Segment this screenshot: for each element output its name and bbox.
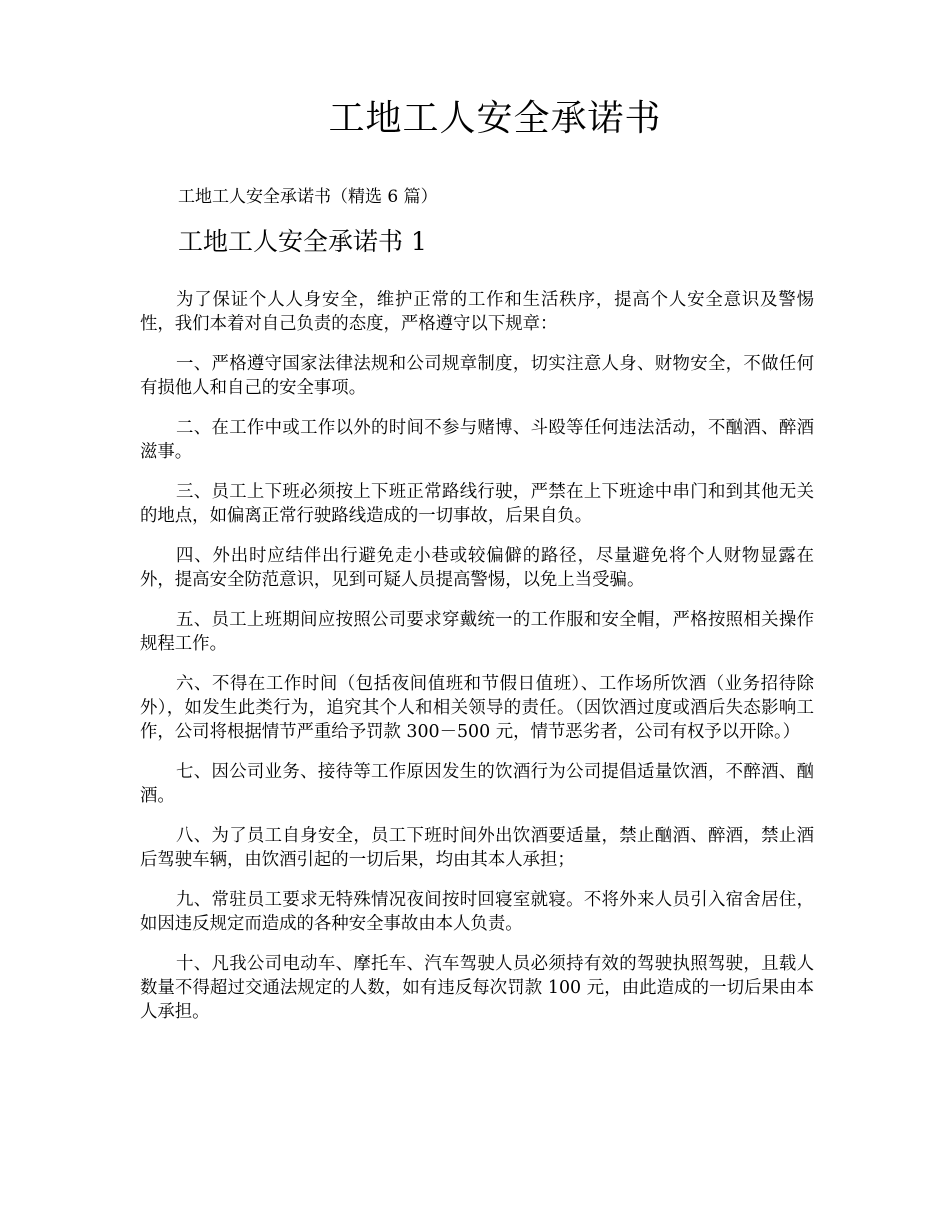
intro-paragraph: 为了保证个人人身安全，维护正常的工作和生活秩序，提高个人安全意识及警惕性，我们本着对自己负责的态度，严格遵守以下规章： [140,290,814,334]
document-subtitle: 工地工人安全承诺书（精选 6 篇） [178,187,438,207]
rule-paragraph-10: 十、凡我公司电动车、摩托车、汽车驾驶人员必须持有效的驾驶执照驾驶，且载人数量不得超过交通法规定的人数，如有违反每次罚款 100 元，由此造成的一切后果由本人承担。 [140,954,814,1022]
rule-paragraph-2: 二、在工作中或工作以外的时间不参与赌博、斗殴等任何违法活动，不酗酒、醉酒滋事。 [140,418,814,462]
rule-paragraph-3: 三、员工上下班必须按上下班正常路线行驶，严禁在上下班途中串门和到其他无关的地点，如偏离正常行驶路线造成的一切事故，后果自负。 [140,482,814,526]
rule-paragraph-7: 七、因公司业务、接待等工作原因发生的饮酒行为公司提倡适量饮酒，不醉酒、酗酒。 [140,762,814,806]
document-title: 工地工人安全承诺书 [328,98,662,139]
rule-paragraph-8: 八、为了员工自身安全，员工下班时间外出饮酒要适量，禁止酗酒、醉酒，禁止酒后驾驶车辆，由饮酒引起的一切后果，均由其本人承担； [140,826,814,870]
body-text [140,288,814,1040]
rule-paragraph-9: 九、常驻员工要求无特殊情况夜间按时回寝室就寝。不将外来人员引入宿舍居住，如因违反规定而造成的各种安全事故由本人负责。 [140,890,814,934]
rule-paragraph-6: 六、不得在工作时间（包括夜间值班和节假日值班）、工作场所饮酒（业务招待除外），如发生此类行为，追究其个人和相关领导的责任。（因饮酒过度或酒后失态影响工作，公司将根据情节严重给予罚款 300－500 元，情节恶劣者，公司有权予以开除。） [140,674,814,742]
rule-paragraph-1: 一、严格遵守国家法律法规和公司规章制度，切实注意人身、财物安全，不做任何有损他人和自己的安全事项。 [140,354,814,398]
rule-paragraph-4: 四、外出时应结伴出行避免走小巷或较偏僻的路径，尽量避免将个人财物显露在外，提高安全防范意识，见到可疑人员提高警惕，以免上当受骗。 [140,546,814,590]
rule-paragraph-5: 五、员工上班期间应按照公司要求穿戴统一的工作服和安全帽，严格按照相关操作规程工作。 [140,610,814,654]
section-heading: 工地工人安全承诺书 1 [178,227,427,256]
